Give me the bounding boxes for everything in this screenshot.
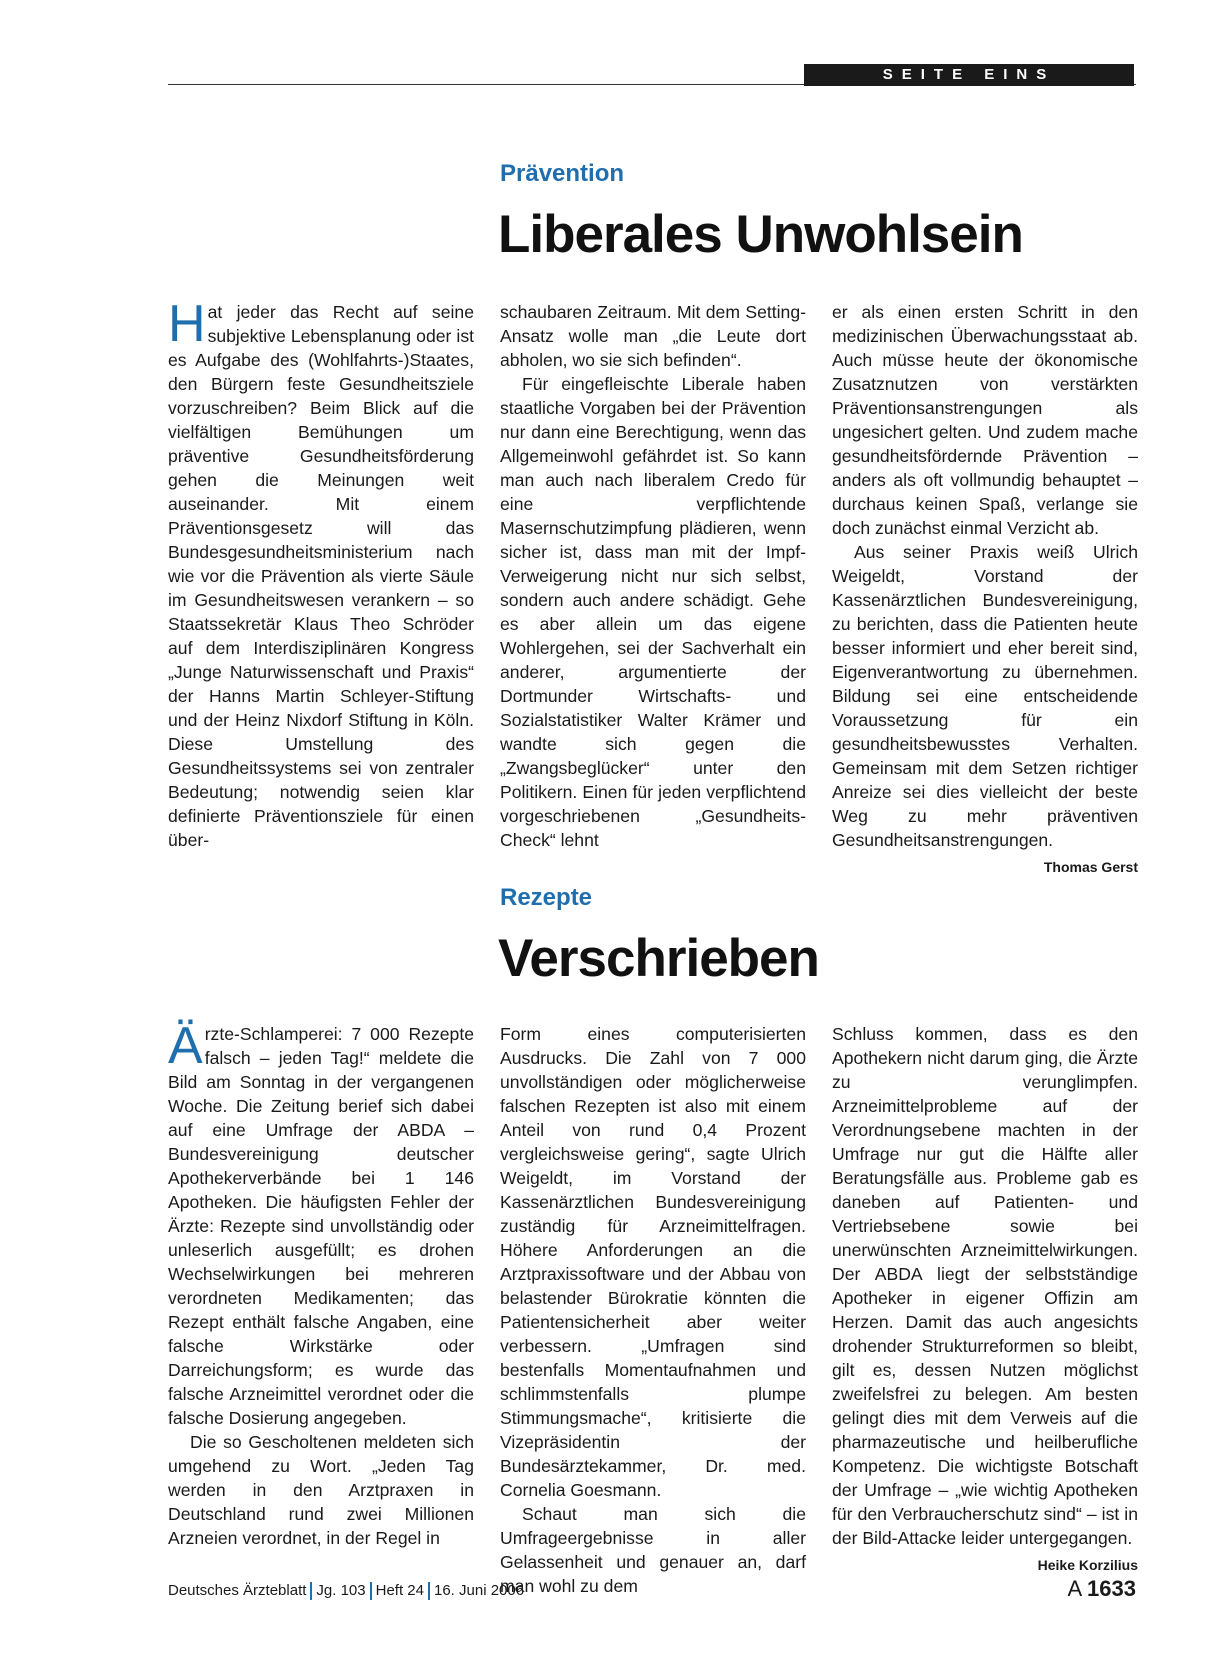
- drop-cap: H: [168, 295, 206, 353]
- section-label: SEITE EINS: [804, 64, 1134, 86]
- paragraph: Schaut man sich die Umfrageergebnisse in aller Gelassenheit und genauer an, darf man wohl zu dem: [500, 1504, 806, 1596]
- author-byline: Thomas Gerst: [1043, 859, 1138, 875]
- journal-name: Deutsches Ärzteblatt: [168, 1582, 307, 1599]
- volume: Jg. 103: [316, 1582, 366, 1599]
- paragraph: Aus seiner Praxis weiß Ulrich Weigeldt, Vorstand der Kassenärztlichen Bundesvereinigung, zu berichten, dass die Patienten heute besser informiert und eher bereit sind, Eigenverantwortung zu übernehmen. Bildung sei eine entscheidende Voraussetzung für ein gesundheitsbewusstes Verhalten. Gemeinsam mit dem Setzen richtiger Anreize sei dies vielleicht der beste Weg zu mehr präventiven Gesundheitsanstrengungen.: [832, 542, 1138, 850]
- article2-column-2: [500, 1022, 806, 1598]
- issue-date: 16. Juni 2006: [434, 1582, 525, 1599]
- article2-column-3: [832, 1022, 1138, 1577]
- drop-cap: Ä: [168, 1017, 203, 1075]
- paragraph: Für eingefleischte Liberale haben staatliche Vorgaben bei der Prävention nur dann eine Berechtigung, wenn das Allgemeinwohl gefährdet ist. So kann man auch nach liberalem Credo für eine verpflichtende Masernschutzimpfung plädieren, wenn sicher ist, dass man mit der Impf-Verweigerung nicht nur sich selbst, sondern auch andere schädigt. Gehe es aber allein um das eigene Wohlergehen, sei der Sachverhalt ein anderer, argumentierte der Dortmunder Wirtschafts- und Sozialstatistiker Walter Krämer und wandte sich gegen die „Zwangsbeglücker“ unter den Politikern. Einen für jeden verpflichtend vorgeschriebenen „Gesundheits-Check“ lehnt: [500, 374, 806, 850]
- separator: [370, 1582, 372, 1600]
- paragraph: schaubaren Zeitraum. Mit dem Setting-Ansatz wolle man „die Leute dort abholen, wo sie sich befinden“.: [500, 302, 806, 370]
- paragraph: Schluss kommen, dass es den Apothekern nicht darum ging, die Ärzte zu verunglimpfen. Arzneimittelprobleme auf der Verordnungsebene machten in der Umfrage nur gut die Hälfte aller Beratungsfälle aus. Probleme gab es daneben auf Patienten- und Vertriebsebene sowie bei unerwünschten Arzneimittelwirkungen. Der ABDA liegt der selbstständige Apotheker in eigener Offizin am Herzen. Damit das auch angesichts drohender Strukturreformen so bleibt, gilt es, dessen Nutzen möglichst zweifelsfrei zu belegen. Am besten gelingt dies mit dem Verweis auf die pharmazeutische und heilberufliche Kompetenz. Die wichtigste Botschaft der Umfrage – „wie wichtig Apotheken für den Verbraucherschutz sind“ – ist in der Bild-Attacke leider untergegangen.: [832, 1024, 1138, 1548]
- article1-kicker: Prävention: [500, 160, 625, 187]
- separator: [428, 1582, 430, 1600]
- footer-citation: [168, 1582, 524, 1600]
- paragraph: er als einen ersten Schritt in den medizinischen Überwachungsstaat ab. Auch müsse heute der ökonomische Zusatznutzen von verstärkten Präventionsanstrengungen als ungesichert gelten. Und zudem mache gesundheitsfördernde Prävention – anders als oft vollmundig behauptet – durchaus keinen Spaß, verlange sie doch zunächst einmal Verzicht ab.: [832, 302, 1138, 538]
- page-number-value: 1633: [1087, 1576, 1136, 1601]
- page-prefix: A: [1067, 1576, 1081, 1601]
- article2-column-1: [168, 1017, 474, 1550]
- separator: [310, 1582, 312, 1600]
- author-byline: Heike Korzilius: [1037, 1557, 1138, 1573]
- article1-column-2: [500, 300, 806, 852]
- article2-kicker: Rezepte: [500, 884, 593, 911]
- paragraph: rzte-Schlamperei: 7 000 Rezepte falsch – jeden Tag!“ meldete die Bild am Sonntag in der vergangenen Woche. Die Zeitung berief sich dabei auf eine Umfrage der ABDA – Bundesvereinigung deutscher Apothekerverbände bei 1 146 Apotheken. Die häufigsten Fehler der Ärzte: Rezepte sind unvollständig oder unleserlich ausgefüllt; es drohen Wechselwirkungen bei mehreren verordneten Medikamenten; das Rezept enthält falsche Angaben, eine falsche Wirkstärke oder Darreichungsform; es wurde das falsche Arzneimittel verordnet oder die falsche Dosierung angegeben.: [168, 1024, 474, 1428]
- issue: Heft 24: [375, 1582, 424, 1599]
- article1-headline: Liberales Unwohlsein: [498, 205, 1023, 264]
- page-number: [1067, 1576, 1136, 1602]
- article2-headline: Verschrieben: [498, 929, 819, 988]
- article1-column-1: [168, 295, 474, 852]
- paragraph: Die so Gescholtenen meldeten sich umgehend zu Wort. „Jeden Tag werden in den Arztpraxen in Deutschland rund zwei Millionen Arzneien verordnet, in der Regel in: [168, 1432, 474, 1548]
- paragraph: at jeder das Recht auf seine subjektive Lebensplanung oder ist es Aufgabe des (Wohlfahrts-)Staates, den Bürgern feste Gesundheitsziele vorzuschreiben? Beim Blick auf die vielfältigen Bemühungen um präventive Gesundheitsförderung gehen die Meinungen weit auseinander. Mit einem Präventionsgesetz will das Bundesgesundheitsministerium nach wie vor die Prävention als vierte Säule im Gesundheitswesen verankern – so Staatssekretär Klaus Theo Schröder auf dem Interdisziplinären Kongress „Junge Naturwissenschaft und Praxis“ der Hanns Martin Schleyer-Stiftung und der Heinz Nixdorf Stiftung in Köln. Diese Umstellung des Gesundheitssystems sei von zentraler Bedeutung; notwendig seien klar definierte Präventionsziele für einen über-: [168, 302, 474, 850]
- paragraph: Form eines computerisierten Ausdrucks. Die Zahl von 7 000 unvollständigen oder möglicherweise falschen Rezepten ist also mit einem Anteil von rund 0,4 Prozent vergleichsweise gering“, sagte Ulrich Weigeldt, im Vorstand der Kassenärztlichen Bundesvereinigung zuständig für Arzneimittelfragen. Höhere Anforderungen an die Arztpraxissoftware und der Abbau von belastender Bürokratie könnten die Patientensicherheit aber weiter verbessern. „Umfragen sind bestenfalls Momentaufnahmen und schlimmstenfalls plumpe Stimmungsmache“, kritisierte die Vizepräsidentin der Bundesärztekammer, Dr. med. Cornelia Goesmann.: [500, 1024, 806, 1500]
- article1-column-3: [832, 300, 1138, 879]
